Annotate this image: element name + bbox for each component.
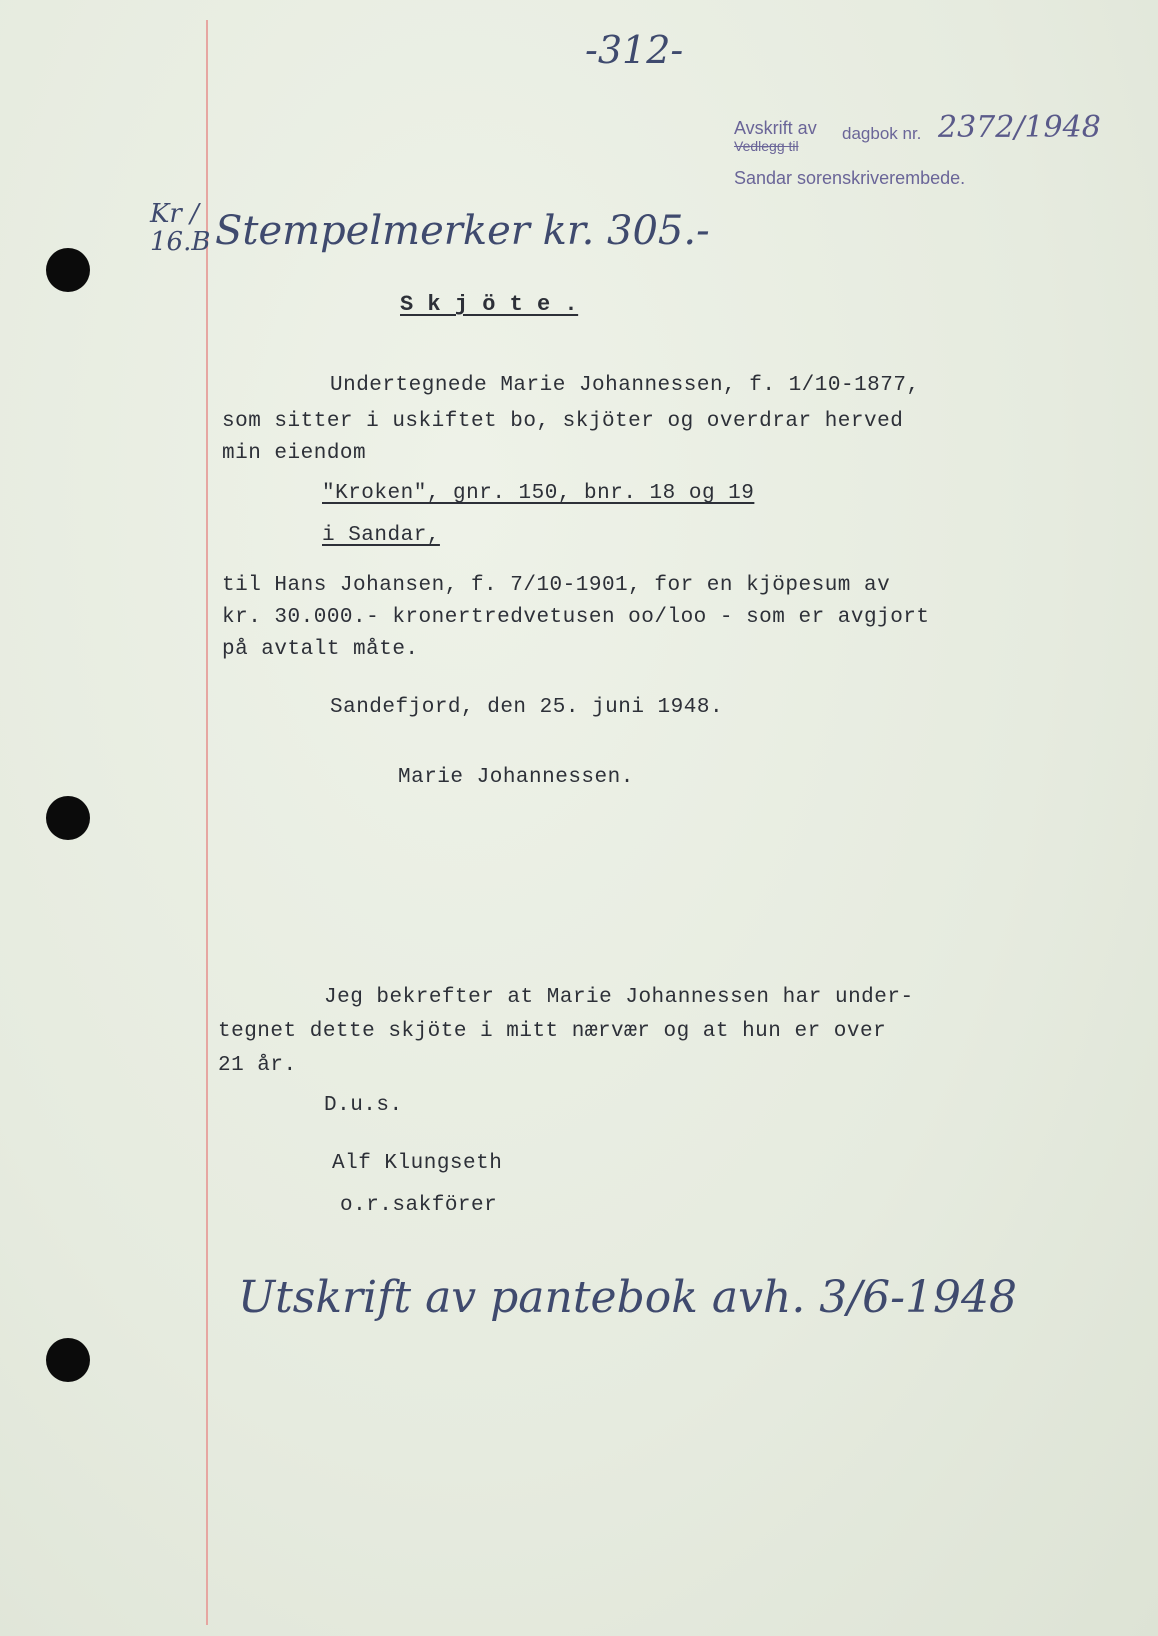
annotation-stamp-note: Stempelmerker kr. 305.-: [215, 208, 710, 254]
stamp-dagbok-number: 2372/1948: [938, 110, 1101, 145]
witness-title: o.r.sakförer: [340, 1194, 498, 1217]
signature: Marie Johannessen.: [398, 766, 634, 789]
stamp-line2: Sandar sorenskriverembede.: [734, 168, 966, 188]
witness-line-1: Jeg bekrefter at Marie Johannessen har under-: [324, 986, 914, 1009]
footer-handwritten-note: Utskrift av pantebok avh. 3/6-1948: [238, 1272, 1017, 1323]
property-line-1: "Kroken", gnr. 150, bnr. 18 og 19: [322, 482, 755, 505]
body-line-2: som sitter i uskiftet bo, skjöter og overdrar herved: [222, 410, 904, 433]
witness-line-2: tegnet dette skjöte i mitt nærvær og at hun er over: [218, 1020, 887, 1043]
body-line-1: Undertegnede Marie Johannessen, f. 1/10-1877,: [330, 374, 920, 397]
stamp-line1-label: dagbok nr.: [842, 124, 922, 143]
witness-line-3: 21 år.: [218, 1054, 297, 1077]
punch-hole-bottom: [46, 1338, 90, 1382]
body-line-6: på avtalt måte.: [222, 638, 419, 661]
punch-hole-middle: [46, 796, 90, 840]
witness-dus: D.u.s.: [324, 1094, 403, 1117]
stamp-line1-struck: Vedlegg til: [734, 138, 799, 154]
stamp-line1-prefix: Avskrift av: [734, 118, 817, 138]
property-line-2: i Sandar,: [322, 524, 440, 547]
place-date: Sandefjord, den 25. juni 1948.: [330, 696, 724, 719]
page-number: -312-: [585, 28, 684, 72]
punch-hole-top: [46, 248, 90, 292]
document-title: S k j ö t e .: [400, 292, 579, 317]
body-line-5: kr. 30.000.- kronertredvetusen oo/loo - som er avgjort: [222, 606, 930, 629]
body-line-3: min eiendom: [222, 442, 367, 465]
margin-line: [206, 20, 208, 1625]
body-line-4: til Hans Johansen, f. 7/10-1901, for en kjöpesum av: [222, 574, 891, 597]
witness-name: Alf Klungseth: [332, 1152, 503, 1175]
annotation-initials: Kr / 16.B: [150, 199, 211, 257]
